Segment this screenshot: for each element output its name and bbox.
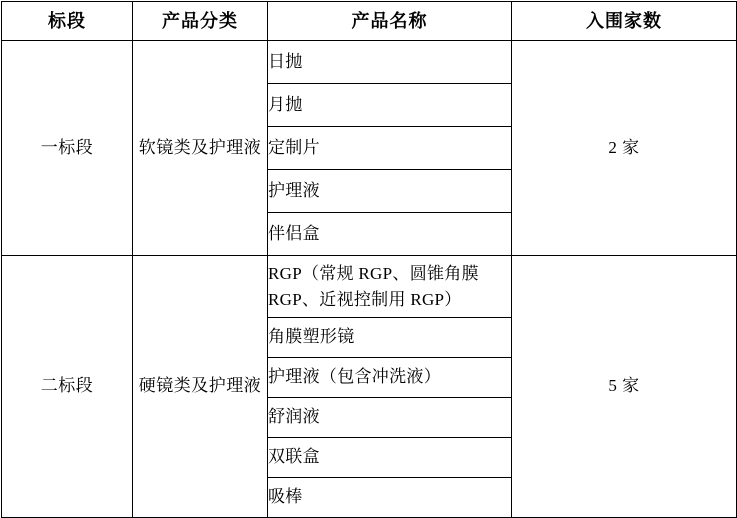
lot-cell-1: 一标段 <box>2 41 133 256</box>
table-header-row <box>2 2 737 41</box>
product-cell: RGP（常规 RGP、圆锥角膜 RGP、近视控制用 RGP） <box>268 256 512 318</box>
product-cell: 定制片 <box>268 127 512 170</box>
product-cell: 吸棒 <box>268 478 512 518</box>
product-cell: 日抛 <box>268 41 512 84</box>
lot-cell-2: 二标段 <box>2 256 133 518</box>
count-cell-1: 2 家 <box>512 41 737 256</box>
product-cell: 月抛 <box>268 84 512 127</box>
product-cell: 护理液 <box>268 170 512 213</box>
count-cell-2: 5 家 <box>512 256 737 518</box>
column-header-category: 产品分类 <box>133 2 268 41</box>
document-page <box>0 1 737 518</box>
product-cell: 角膜塑形镜 <box>268 318 512 358</box>
table-row <box>2 41 737 84</box>
column-header-product-name: 产品名称 <box>268 2 512 41</box>
procurement-lot-table <box>1 1 737 518</box>
product-cell: 护理液（包含冲洗液） <box>268 358 512 398</box>
product-cell: 双联盒 <box>268 438 512 478</box>
table-row <box>2 256 737 318</box>
product-cell: 舒润液 <box>268 398 512 438</box>
product-cell: 伴侣盒 <box>268 213 512 256</box>
category-cell-2: 硬镜类及护理液 <box>133 256 268 518</box>
column-header-shortlisted-count: 入围家数 <box>512 2 737 41</box>
column-header-lot: 标段 <box>2 2 133 41</box>
category-cell-1: 软镜类及护理液 <box>133 41 268 256</box>
